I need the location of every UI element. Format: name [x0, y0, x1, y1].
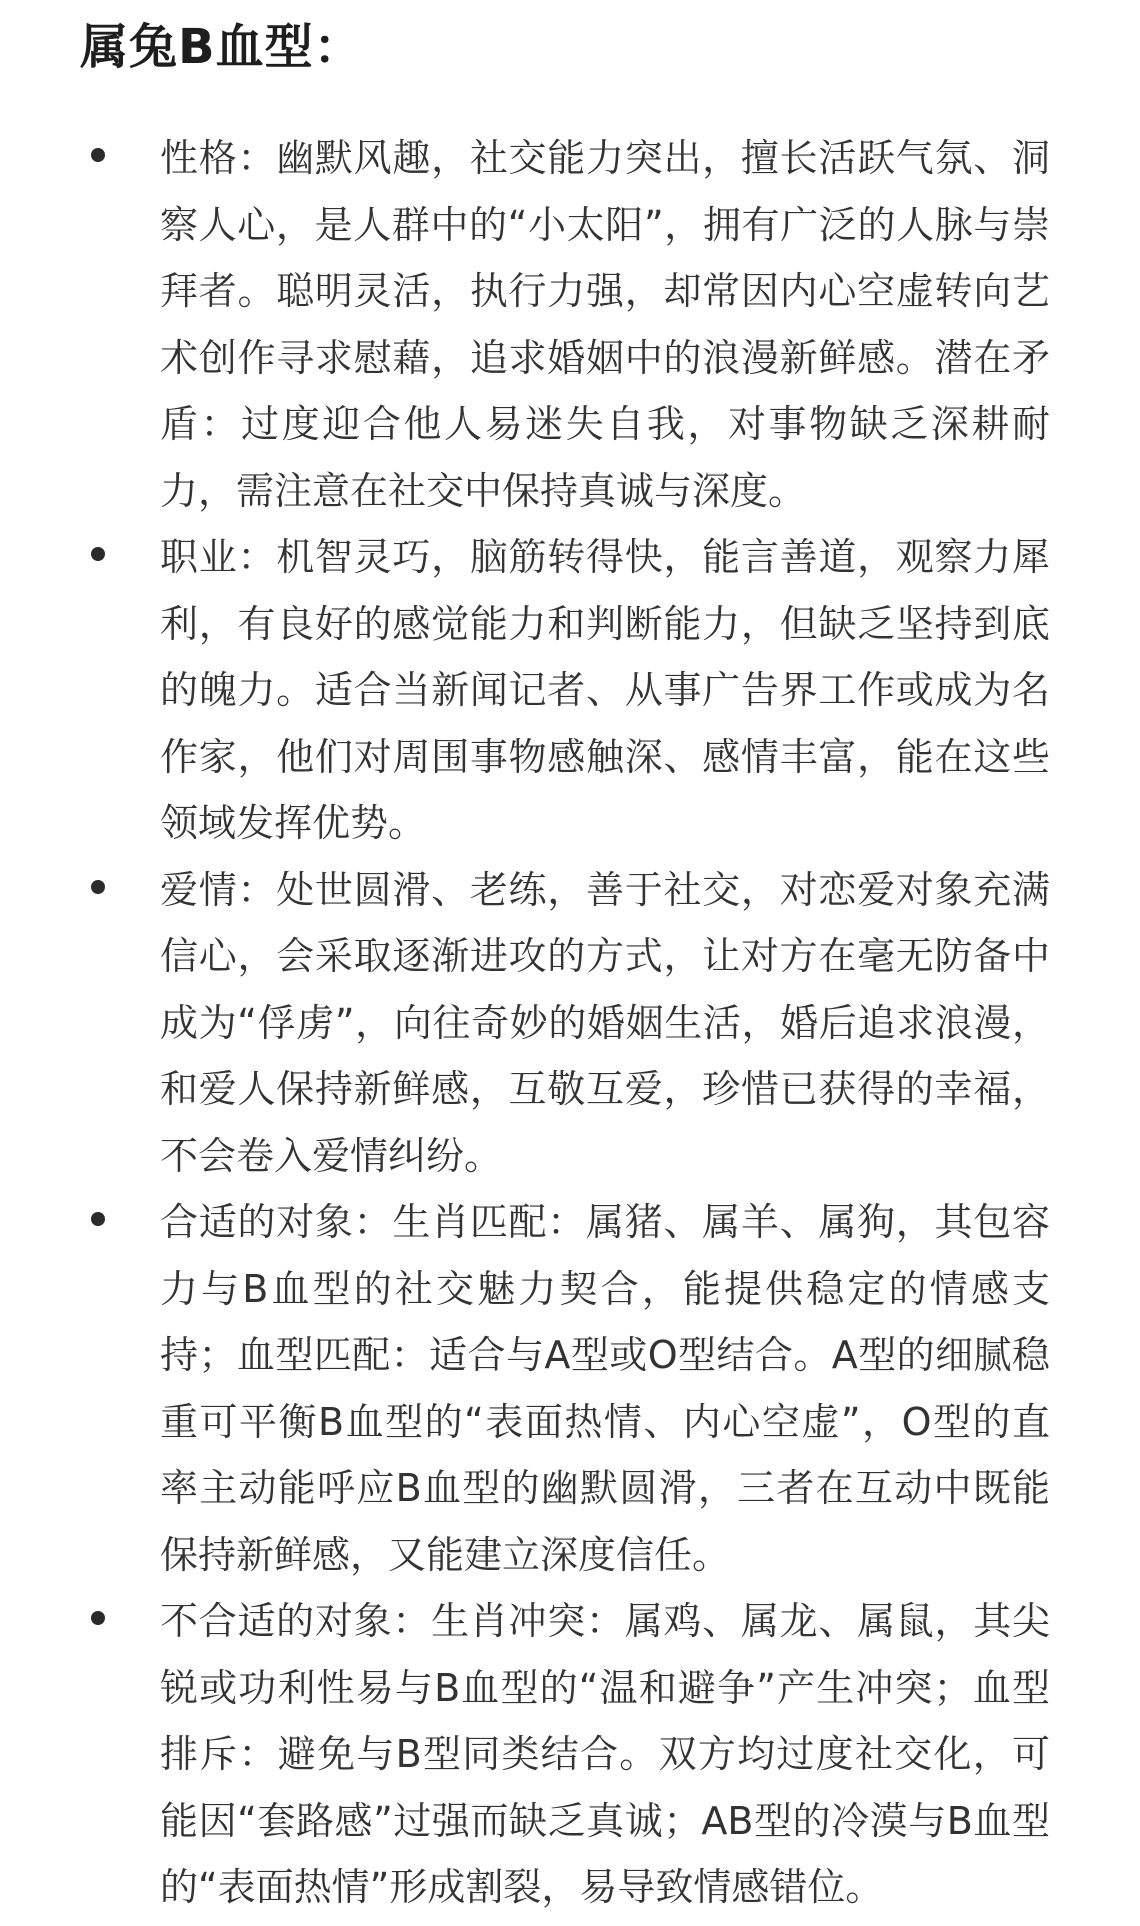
page-title: 属兔B血型： [80, 19, 363, 75]
list-item-personality [0, 125, 1140, 524]
list-item-text [160, 857, 1050, 1190]
bullet-icon [91, 1212, 105, 1226]
list-item-label: 性格： [160, 136, 277, 180]
list-item-label: 不合适的对象： [160, 1599, 432, 1643]
list-item-body: 机智灵巧，脑筋转得快，能言善道，观察力犀利，有良好的感觉能力和判断能力，但缺乏坚持到底的魄力。适合当新闻记者、从事广告界工作或成为名作家，他们对周围事物感触深、感情丰富，能在这些领域发挥优势。 [160, 535, 1050, 845]
list-item-text [160, 1189, 1050, 1588]
bullet-icon [91, 148, 105, 162]
list-item-love [0, 857, 1140, 1190]
list-item-unsuitable-partner [0, 1588, 1140, 1921]
list-item-body: 幽默风趣，社交能力突出，擅长活跃气氛、洞察人心，是人群中的“小太阳”，拥有广泛的人脉与崇拜者。聪明灵活，执行力强，却常因内心空虚转向艺术创作寻求慰藉，追求婚姻中的浪漫新鲜感。潜在矛盾：过度迎合他人易迷失自我，对事物缺乏深耕耐力，需注意在社交中保持真诚与深度。 [160, 136, 1050, 513]
list-item-label: 职业： [160, 535, 277, 579]
list-item-label: 合适的对象： [160, 1200, 393, 1244]
list-item-career [0, 524, 1140, 857]
list-item-text [160, 524, 1050, 857]
list-item-body: 处世圆滑、老练，善于社交，对恋爱对象充满信心，会采取逐渐进攻的方式，让对方在毫无防备中成为“俘虏”，向往奇妙的婚姻生活，婚后追求浪漫，和爱人保持新鲜感，互敬互爱，珍惜已获得的幸福，不会卷入爱情纠纷。 [160, 867, 1050, 1178]
list-item-label: 爱情： [160, 867, 277, 912]
bullet-icon [91, 547, 105, 561]
list-item-text [160, 1588, 1050, 1921]
bullet-icon [91, 1611, 105, 1625]
list-item-text [160, 125, 1050, 524]
bullet-icon [91, 880, 105, 894]
trait-list [0, 125, 1140, 1921]
list-item-suitable-partner [0, 1189, 1140, 1588]
list-item-body: 生肖匹配：属猪、属羊、属狗，其包容力与B血型的社交魅力契合，能提供稳定的情感支持；血型匹配：适合与A型或O型结合。A型的细腻稳重可平衡B血型的“表面热情、内心空虚”，O型的直率主动能呼应B血型的幽默圆滑，三者在互动中既能保持新鲜感，又能建立深度信任。 [160, 1200, 1050, 1577]
list-item-body: 生肖冲突：属鸡、属龙、属鼠，其尖锐或功利性易与B血型的“温和避争”产生冲突；血型排斥：避免与B型同类结合。双方均过度社交化，可能因“套路感”过强而缺乏真诚；AB型的冷漠与B血型的“表面热情”形成割裂，易导致情感错位。 [160, 1599, 1050, 1909]
